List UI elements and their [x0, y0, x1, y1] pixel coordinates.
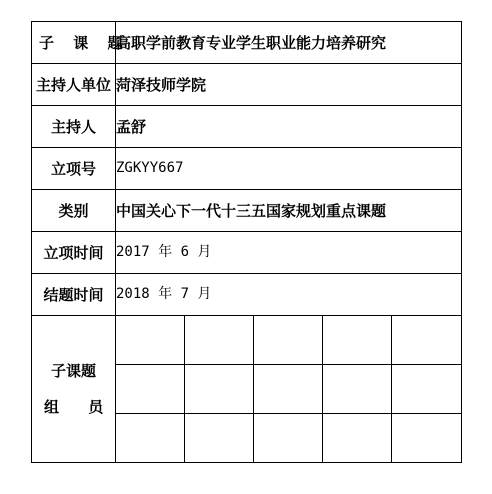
member-cell	[185, 414, 254, 463]
members-label-line1: 子课题	[50, 362, 96, 380]
member-cell	[323, 365, 392, 414]
category-label: 类别	[32, 190, 116, 232]
row-category	[32, 190, 462, 232]
host-value: 孟舒	[116, 106, 462, 148]
member-cell	[392, 316, 462, 365]
members-label	[32, 316, 116, 463]
row-start-date	[32, 232, 462, 274]
member-cell	[116, 414, 185, 463]
end-date-label: 结题时间	[32, 274, 116, 316]
members-label-line2: 组 员	[44, 398, 116, 416]
member-cell	[323, 316, 392, 365]
row-host	[32, 106, 462, 148]
host-label: 主持人	[32, 106, 116, 148]
member-cell	[392, 365, 462, 414]
row-host-unit	[32, 64, 462, 106]
member-cell	[254, 414, 323, 463]
project-number-label: 立项号	[32, 148, 116, 190]
row-subtopic	[32, 22, 462, 64]
member-cell	[185, 365, 254, 414]
subtopic-value: 高职学前教育专业学生职业能力培养研究	[116, 22, 462, 64]
member-cell	[323, 414, 392, 463]
members-row-1	[32, 316, 462, 365]
row-end-date	[32, 274, 462, 316]
member-cell	[116, 316, 185, 365]
start-date-label: 立项时间	[32, 232, 116, 274]
member-cell	[185, 316, 254, 365]
host-unit-label: 主持人单位	[32, 64, 116, 106]
project-info-table	[31, 21, 462, 463]
start-date-value: 2017 年 6 月	[116, 232, 462, 274]
project-number-value: ZGKYY667	[116, 148, 462, 190]
subtopic-label: 子 课 题	[32, 22, 116, 64]
member-cell	[116, 365, 185, 414]
member-cell	[254, 316, 323, 365]
member-cell	[392, 414, 462, 463]
row-project-number	[32, 148, 462, 190]
category-value: 中国关心下一代十三五国家规划重点课题	[116, 190, 462, 232]
member-cell	[254, 365, 323, 414]
end-date-value: 2018 年 7 月	[116, 274, 462, 316]
host-unit-value: 菏泽技师学院	[116, 64, 462, 106]
